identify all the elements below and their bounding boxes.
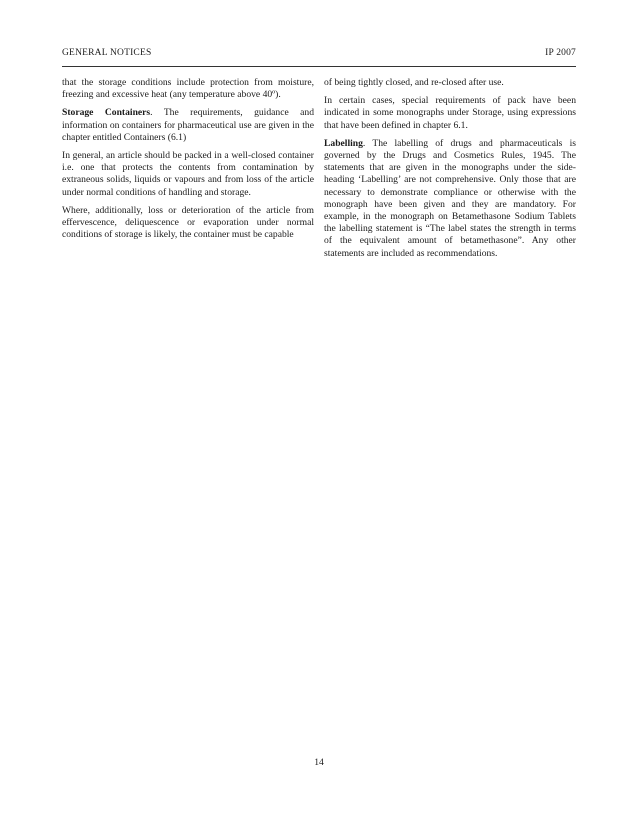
header-rule (62, 66, 576, 67)
paragraph-labelling (324, 138, 576, 260)
running-header (62, 48, 576, 66)
paragraph-deterioration: Where, additionally, loss or deterioration of the article from effervescence, deliquescence or evaporation under normal conditions of storage is likely, the container must be capable (62, 204, 314, 241)
paragraph-well-closed-container: In general, an article should be packed in a well-closed container i.e. one that protects the contents from contamination by extraneous solids, liquids or vapours and from loss of the article under normal conditions of handling and storage. (62, 150, 314, 198)
paragraph-special-requirements: In certain cases, special requirements of pack have been indicated in some monographs under Storage, using expressions that have been defined in chapter 6.1. (324, 95, 576, 131)
storage-containers-heading: Storage Containers (62, 107, 151, 119)
storage-containers-text: . The requirements, guidance and information on containers for pharmaceutical use are given in the chapter entitled Containers (6.1) (62, 107, 314, 143)
labelling-heading: Labelling (324, 137, 363, 149)
page-number: 14 (314, 757, 324, 768)
right-column (324, 77, 576, 266)
paragraph-storage-conditions: that the storage conditions include protection from moisture, freezing and excessive heat (any temperature above 40º). (62, 77, 314, 101)
paragraph-storage-containers (62, 107, 314, 144)
header-section-title: GENERAL NOTICES (62, 48, 152, 58)
left-column (62, 77, 314, 247)
header-edition: IP 2007 (545, 48, 576, 58)
labelling-text: . The labelling of drugs and pharmaceuticals is governed by the Drugs and Cosmetics Rules, 1945. The statements that are given in the monographs under the side-heading ‘Labelling’ are not comprehensive. Only those that are necessary to demonstrate compliance or otherwise with the monograph have been given and they are mandatory. For example, in the monograph on Betamethasone Sodium Tablets the labelling statement is “The label states the strength in terms of the equivalent amount of betamethasone”. Any other statements are included as recommendations. (324, 137, 576, 259)
paragraph-tightly-closed: of being tightly closed, and re-closed after use. (324, 77, 504, 88)
